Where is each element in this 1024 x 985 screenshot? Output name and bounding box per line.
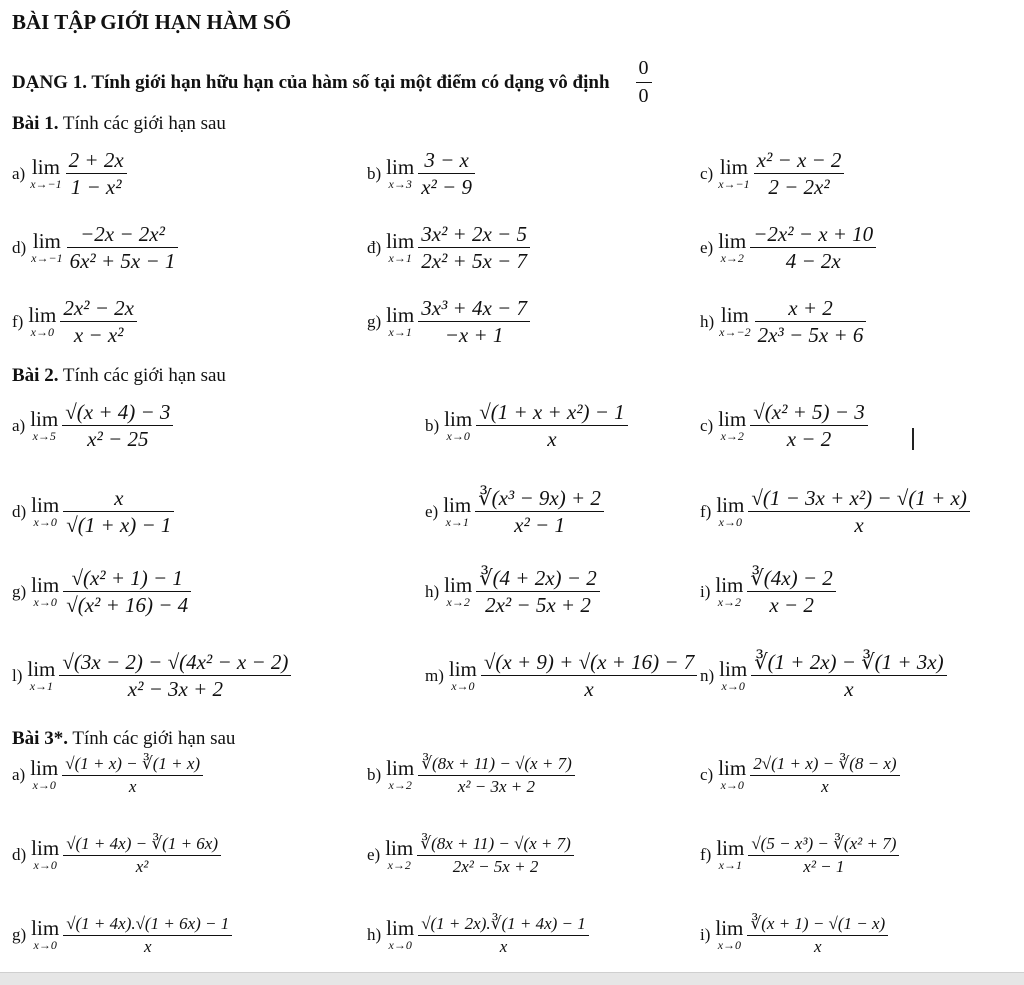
- bai3-problem-7: [12, 914, 232, 956]
- fraction-bar: [418, 321, 530, 322]
- fraction-bar: [417, 855, 574, 856]
- limit-subscript: x→0: [721, 678, 745, 693]
- fraction-bar: [62, 775, 203, 776]
- limit-operator: [31, 572, 60, 609]
- denominator: x²: [135, 856, 149, 876]
- problem-label: d): [12, 845, 27, 865]
- limit-operator: [27, 656, 56, 693]
- bai3-heading: [12, 728, 235, 750]
- fraction-bar: [63, 855, 221, 856]
- numerator: 3x³ + 4x − 7: [421, 296, 527, 320]
- limit-subscript: x→−1: [31, 250, 63, 265]
- denominator: 6x² + 5x − 1: [69, 249, 176, 274]
- limit-operator: [716, 835, 745, 872]
- fraction: [417, 834, 574, 876]
- limit-operator: [30, 154, 62, 191]
- numerator: −2x² − x + 10: [753, 222, 874, 246]
- limit-subscript: x→0: [451, 678, 475, 693]
- problem-label: d): [12, 237, 27, 257]
- fraction: [747, 566, 835, 617]
- bai1-problem-2: [367, 148, 475, 199]
- bai1-instruction: Tính các giới hạn sau: [58, 113, 226, 134]
- fraction: [63, 834, 221, 876]
- limit-operator: [715, 915, 744, 952]
- limit-subscript: x→0: [388, 937, 412, 952]
- lim-word: lim: [31, 572, 60, 597]
- lim-word: lim: [386, 302, 415, 327]
- bai2-problem-11: [425, 650, 697, 701]
- fraction: [748, 486, 969, 537]
- fraction-bar: [476, 591, 600, 592]
- problem-label: n): [700, 665, 715, 685]
- fraction: [66, 148, 127, 199]
- problem-label: l): [12, 665, 23, 685]
- numerator: ∛(4 + 2x) − 2: [479, 566, 597, 590]
- lim-word: lim: [30, 755, 59, 780]
- denominator: 2x³ − 5x + 6: [757, 323, 864, 348]
- fraction-bar: [418, 247, 530, 248]
- lim-word: lim: [443, 492, 472, 517]
- problem-label: g): [12, 925, 27, 945]
- problem-label: a): [12, 765, 26, 785]
- dang-heading: [12, 58, 652, 107]
- problem-label: d): [12, 501, 27, 521]
- fraction-bar: [60, 321, 137, 322]
- bai2-instruction: Tính các giới hạn sau: [58, 365, 226, 386]
- limit-subscript: x→2: [717, 594, 742, 609]
- denominator: x − 2: [786, 427, 832, 452]
- limit-operator: [31, 835, 60, 872]
- limit-operator: [386, 228, 415, 265]
- numerator: ∛(x³ − 9x) + 2: [478, 486, 601, 510]
- bai3-problem-2: [367, 754, 575, 796]
- limit-operator: [386, 302, 415, 339]
- fraction-bar: [748, 511, 969, 512]
- numerator: √(1 + 4x) − ∛(1 + 6x): [66, 834, 219, 853]
- denominator: 4 − 2x: [785, 249, 841, 274]
- numerator: ∛(1 + 2x) − ∛(1 + 3x): [754, 650, 944, 674]
- limit-operator: [386, 915, 415, 952]
- limit-operator: [716, 492, 745, 529]
- bai1-problem-5: [367, 222, 530, 273]
- fraction: [475, 486, 604, 537]
- lim-word: lim: [386, 228, 415, 253]
- bai2-problem-12: [700, 650, 947, 701]
- denominator: x: [814, 936, 822, 956]
- limit-subscript: x→0: [718, 514, 742, 529]
- limit-operator: [444, 406, 473, 443]
- bai1-problem-1: [12, 148, 127, 199]
- problem-label: c): [700, 163, 714, 183]
- numerator: √(x + 9) + √(x + 16) − 7: [483, 650, 695, 674]
- lim-word: lim: [716, 835, 745, 860]
- denominator: x: [854, 513, 864, 538]
- limit-subscript: x→1: [718, 857, 742, 872]
- bai1-problem-6: [700, 222, 876, 273]
- numerator: 2√(1 + x) − ∛(8 − x): [753, 754, 897, 773]
- problem-label: c): [700, 415, 714, 435]
- lim-word: lim: [386, 154, 415, 179]
- problem-label: b): [425, 415, 440, 435]
- bai3-problem-9: [700, 914, 888, 956]
- lim-word: lim: [719, 154, 748, 179]
- bai2-problem-1: [12, 400, 173, 451]
- limit-operator: [719, 302, 751, 339]
- limit-subscript: x→−1: [30, 176, 62, 191]
- numerator: 2x² − 2x: [63, 296, 134, 320]
- fraction-bar: [750, 247, 876, 248]
- bai2-problem-9: [700, 566, 836, 617]
- numerator: 2 + 2x: [68, 148, 124, 172]
- lim-word: lim: [448, 656, 477, 681]
- denominator: −x + 1: [444, 323, 504, 348]
- bai3-number: Bài 3*.: [12, 728, 68, 749]
- fraction: [63, 566, 191, 617]
- limit-subscript: x→−1: [718, 176, 750, 191]
- numerator: √(1 + 2x).∛(1 + 4x) − 1: [421, 914, 586, 933]
- problem-label: e): [700, 237, 714, 257]
- problem-label: c): [700, 765, 714, 785]
- denominator: √(1 + x) − 1: [66, 513, 172, 538]
- limit-operator: [386, 755, 415, 792]
- limit-subscript: x→0: [33, 937, 57, 952]
- numerator: √(x² + 1) − 1: [71, 566, 183, 590]
- problem-label: h): [425, 581, 440, 601]
- limit-subscript: x→−2: [719, 324, 751, 339]
- lim-word: lim: [386, 915, 415, 940]
- fraction-bar: [475, 511, 604, 512]
- problem-label: e): [425, 501, 439, 521]
- limit-subscript: x→0: [30, 324, 54, 339]
- limit-operator: [31, 228, 63, 265]
- limit-operator: [30, 406, 59, 443]
- numerator: √(1 + 4x).√(1 + 6x) − 1: [66, 914, 230, 933]
- denominator: x² − 3x + 2: [457, 776, 536, 796]
- frac-denominator: 0: [638, 85, 649, 107]
- fraction-bar: [62, 425, 173, 426]
- lim-word: lim: [31, 915, 60, 940]
- limit-subscript: x→0: [33, 594, 57, 609]
- problem-label: f): [700, 845, 712, 865]
- lim-word: lim: [719, 656, 748, 681]
- frac-numerator: 0: [638, 57, 649, 79]
- fraction: [63, 486, 174, 537]
- fraction-bar: [636, 82, 652, 83]
- fraction: [751, 650, 946, 701]
- numerator: ∛(4x) − 2: [750, 566, 833, 590]
- fraction: [748, 834, 899, 876]
- problem-label: g): [12, 581, 27, 601]
- problem-label: b): [367, 765, 382, 785]
- limit-subscript: x→0: [717, 937, 742, 952]
- problem-label: i): [700, 925, 711, 945]
- fraction: [418, 296, 530, 347]
- zero-over-zero: [636, 58, 652, 107]
- lim-word: lim: [716, 492, 745, 517]
- numerator: √(x² + 5) − 3: [753, 400, 865, 424]
- fraction-bar: [750, 775, 899, 776]
- lim-word: lim: [444, 572, 473, 597]
- bai2-problem-8: [425, 566, 600, 617]
- fraction: [60, 296, 137, 347]
- limit-subscript: x→1: [29, 678, 54, 693]
- fraction: [750, 400, 867, 451]
- numerator: 3x² + 2x − 5: [421, 222, 527, 246]
- lim-word: lim: [30, 406, 59, 431]
- denominator: 1 − x²: [70, 175, 122, 200]
- fraction: [62, 754, 203, 796]
- page-title: BÀI TẬP GIỚI HẠN HÀM SỐ: [12, 10, 292, 34]
- limit-operator: [718, 755, 747, 792]
- fraction-bar: [754, 173, 845, 174]
- denominator: x² − 1: [803, 856, 845, 876]
- limit-operator: [718, 154, 750, 191]
- denominator: x: [844, 677, 854, 702]
- bottom-scroll-strip: [0, 972, 1024, 985]
- dang-text: DẠNG 1. Tính giới hạn hữu hạn của hàm số tại một điểm có dạng vô định: [12, 71, 610, 93]
- fraction: [750, 222, 876, 273]
- bai1-problem-4: [12, 222, 178, 273]
- fraction: [418, 754, 575, 796]
- denominator: x: [143, 936, 152, 956]
- fraction-bar: [748, 855, 899, 856]
- limit-subscript: x→1: [388, 324, 412, 339]
- numerator: √(x + 4) − 3: [65, 400, 171, 424]
- lim-word: lim: [720, 302, 749, 327]
- bai2-problem-5: [425, 486, 604, 537]
- denominator: x − x²: [73, 323, 124, 348]
- fraction-bar: [66, 173, 127, 174]
- limit-operator: [444, 572, 473, 609]
- fraction: [67, 222, 179, 273]
- limit-operator: [31, 915, 60, 952]
- denominator: 2x² + 5x − 7: [421, 249, 527, 274]
- bai2-number: Bài 2.: [12, 365, 59, 386]
- limit-subscript: x→2: [387, 857, 411, 872]
- numerator: √(1 + x + x²) − 1: [479, 400, 625, 424]
- problem-label: h): [367, 925, 382, 945]
- fraction: [481, 650, 697, 701]
- bai3-instruction: Tính các giới hạn sau: [67, 728, 236, 749]
- lim-word: lim: [718, 228, 747, 253]
- lim-word: lim: [32, 228, 61, 253]
- limit-operator: [718, 228, 747, 265]
- bai3-problem-4: [12, 834, 221, 876]
- limit-operator: [719, 656, 748, 693]
- denominator: x: [584, 677, 594, 702]
- lim-word: lim: [31, 835, 60, 860]
- numerator: √(5 − x³) − ∛(x² + 7): [751, 834, 897, 853]
- fraction: [747, 914, 888, 956]
- bai1-heading: [12, 113, 226, 135]
- fraction: [755, 296, 867, 347]
- fraction-bar: [476, 425, 627, 426]
- bai1-problem-7: [12, 296, 137, 347]
- numerator: x: [114, 486, 124, 510]
- fraction: [750, 754, 899, 796]
- problem-label: h): [700, 311, 715, 331]
- problem-label: a): [12, 415, 26, 435]
- fraction: [476, 566, 600, 617]
- problem-label: i): [700, 581, 711, 601]
- problem-label: g): [367, 311, 382, 331]
- bai2-problem-10: [12, 650, 291, 701]
- lim-word: lim: [718, 755, 747, 780]
- bai2-problem-6: [700, 486, 970, 537]
- limit-operator: [385, 835, 414, 872]
- limit-subscript: x→0: [32, 777, 56, 792]
- fraction-bar: [59, 675, 291, 676]
- fraction-bar: [418, 173, 475, 174]
- bai3-problem-3: [700, 754, 900, 796]
- bai3-problem-1: [12, 754, 203, 796]
- numerator: ∛(8x + 11) − √(x + 7): [420, 834, 571, 853]
- problem-label: f): [700, 501, 712, 521]
- fraction-bar: [755, 321, 867, 322]
- limit-subscript: x→0: [446, 428, 470, 443]
- limit-subscript: x→1: [388, 250, 412, 265]
- limit-operator: [718, 406, 747, 443]
- limit-subscript: x→2: [446, 594, 470, 609]
- denominator: x: [547, 427, 557, 452]
- fraction-bar: [481, 675, 697, 676]
- fraction: [418, 148, 475, 199]
- numerator: ∛(x + 1) − √(1 − x): [750, 914, 886, 933]
- limit-subscript: x→3: [388, 176, 412, 191]
- numerator: x + 2: [788, 296, 833, 320]
- limit-subscript: x→0: [33, 857, 57, 872]
- bai1-problem-8: [367, 296, 530, 347]
- numerator: √(3x − 2) − √(4x² − x − 2): [62, 650, 289, 674]
- bai2-problem-4: [12, 486, 174, 537]
- fraction: [418, 222, 530, 273]
- limit-operator: [386, 154, 415, 191]
- bai3-problem-6: [700, 834, 899, 876]
- numerator: √(1 + x) − ∛(1 + x): [65, 754, 201, 773]
- numerator: −2x − 2x²: [80, 222, 165, 246]
- limit-subscript: x→2: [720, 250, 744, 265]
- bai3-problem-5: [367, 834, 574, 876]
- bai2-problem-2: [425, 400, 628, 451]
- denominator: 2x² − 5x + 2: [452, 856, 539, 876]
- lim-word: lim: [27, 656, 56, 681]
- bai2-heading: [12, 365, 226, 387]
- numerator: ∛(8x + 11) − √(x + 7): [421, 754, 572, 773]
- bai2-problem-3: [700, 400, 868, 451]
- denominator: x² − 3x + 2: [127, 677, 224, 702]
- lim-word: lim: [715, 572, 744, 597]
- lim-word: lim: [385, 835, 414, 860]
- fraction: [418, 914, 589, 956]
- denominator: x² − 25: [87, 427, 149, 452]
- fraction: [754, 148, 845, 199]
- problem-label: đ): [367, 237, 382, 257]
- denominator: 2x² − 5x + 2: [485, 593, 591, 618]
- denominator: x: [821, 776, 829, 796]
- limit-subscript: x→0: [720, 777, 744, 792]
- lim-word: lim: [386, 755, 415, 780]
- denominator: x² − 1: [514, 513, 565, 538]
- bai2-problem-7: [12, 566, 191, 617]
- fraction-bar: [418, 935, 589, 936]
- lim-word: lim: [31, 154, 60, 179]
- limit-subscript: x→2: [388, 777, 412, 792]
- denominator: x: [128, 776, 137, 796]
- limit-operator: [715, 572, 744, 609]
- numerator: 3 − x: [424, 148, 469, 172]
- fraction-bar: [67, 247, 179, 248]
- bai1-problem-9: [700, 296, 866, 347]
- limit-operator: [30, 755, 59, 792]
- lim-word: lim: [28, 302, 57, 327]
- limit-operator: [448, 656, 477, 693]
- lim-word: lim: [444, 406, 473, 431]
- bai1-problem-3: [700, 148, 844, 199]
- fraction-bar: [418, 775, 575, 776]
- denominator: 2 − 2x²: [768, 175, 830, 200]
- limit-operator: [31, 492, 60, 529]
- fraction-bar: [751, 675, 946, 676]
- fraction: [476, 400, 627, 451]
- limit-subscript: x→1: [445, 514, 469, 529]
- fraction: [63, 914, 232, 956]
- bai1-number: Bài 1.: [12, 113, 59, 134]
- lim-word: lim: [715, 915, 744, 940]
- denominator: x: [499, 936, 508, 956]
- fraction-bar: [63, 511, 174, 512]
- fraction: [59, 650, 291, 701]
- lim-word: lim: [718, 406, 747, 431]
- limit-operator: [28, 302, 57, 339]
- fraction: [62, 400, 173, 451]
- problem-label: a): [12, 163, 26, 183]
- denominator: x² − 9: [421, 175, 472, 200]
- bai3-problem-8: [367, 914, 589, 956]
- problem-label: f): [12, 311, 24, 331]
- denominator: √(x² + 16) − 4: [66, 593, 189, 618]
- limit-subscript: x→2: [720, 428, 744, 443]
- fraction-bar: [63, 591, 191, 592]
- limit-subscript: x→5: [32, 428, 56, 443]
- limit-subscript: x→0: [33, 514, 57, 529]
- lim-word: lim: [31, 492, 60, 517]
- fraction-bar: [750, 425, 867, 426]
- fraction-bar: [63, 935, 232, 936]
- problem-label: e): [367, 845, 381, 865]
- fraction-bar: [747, 935, 888, 936]
- limit-operator: [443, 492, 472, 529]
- numerator: x² − x − 2: [756, 148, 842, 172]
- numerator: √(1 − 3x + x²) − √(1 + x): [751, 486, 967, 510]
- denominator: x − 2: [769, 593, 814, 618]
- problem-label: b): [367, 163, 382, 183]
- fraction-bar: [747, 591, 835, 592]
- text-cursor: [912, 428, 914, 450]
- problem-label: m): [425, 665, 444, 685]
